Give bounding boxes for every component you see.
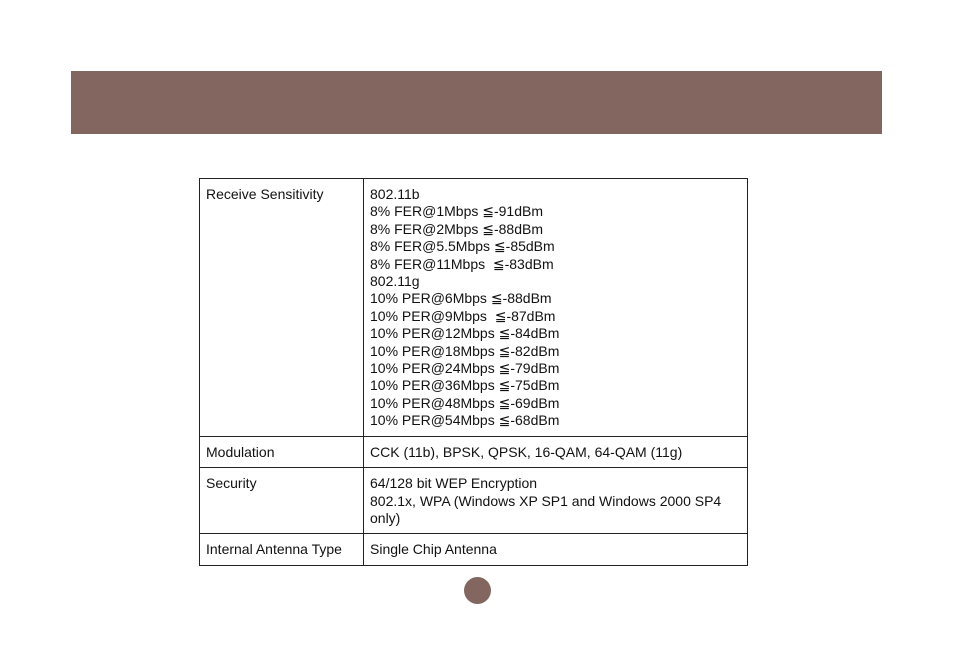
spec-value [364, 436, 748, 467]
table-row [200, 468, 748, 534]
spec-value-line: 8% FER@11Mbps ≦-83dBm [370, 255, 554, 272]
spec-value-line: 10% PER@36Mbps ≦-75dBm [370, 377, 560, 394]
spec-value-line: 10% PER@54Mbps ≦-68dBm [370, 412, 560, 429]
spec-value-line: CCK (11b), BPSK, QPSK, 16-QAM, 64-QAM (11g) [370, 443, 683, 460]
spec-value-line: 802.11b [370, 186, 420, 202]
spec-label: Receive Sensitivity [200, 179, 364, 437]
page-dot [464, 577, 491, 604]
spec-value [364, 534, 748, 565]
spec-value-line: 10% PER@9Mbps ≦-87dBm [370, 307, 556, 324]
table-row [200, 534, 748, 565]
spec-label: Internal Antenna Type [200, 534, 364, 565]
table-row [200, 179, 748, 437]
spec-value-line: 10% PER@48Mbps ≦-69dBm [370, 394, 560, 411]
spec-value-line: 8% FER@1Mbps ≦-91dBm [370, 203, 543, 220]
spec-value-line: 64/128 bit WEP Encryption [370, 475, 538, 492]
spec-label: Modulation [200, 436, 364, 467]
header-bar [71, 71, 882, 134]
spec-value-line: Single Chip Antenna [370, 541, 497, 558]
spec-value [364, 179, 748, 437]
spec-value-line: 802.1x, WPA (Windows XP SP1 and Windows 2000 SP4 only) [370, 492, 726, 526]
table-row [200, 436, 748, 467]
spec-label: Security [200, 468, 364, 534]
spec-value-line: 10% PER@24Mbps ≦-79dBm [370, 360, 560, 377]
spec-value-line: 10% PER@18Mbps ≦-82dBm [370, 342, 560, 359]
spec-value-line: 8% FER@2Mbps ≦-88dBm [370, 220, 543, 237]
spec-value [364, 468, 748, 534]
spec-table [199, 178, 748, 566]
spec-value-line: 10% PER@6Mbps ≦-88dBm [370, 290, 552, 307]
spec-value-line: 8% FER@5.5Mbps ≦-85dBm [370, 238, 555, 255]
spec-value-line: 802.11g [370, 273, 420, 290]
spec-value-line: 10% PER@12Mbps ≦-84dBm [370, 325, 560, 342]
